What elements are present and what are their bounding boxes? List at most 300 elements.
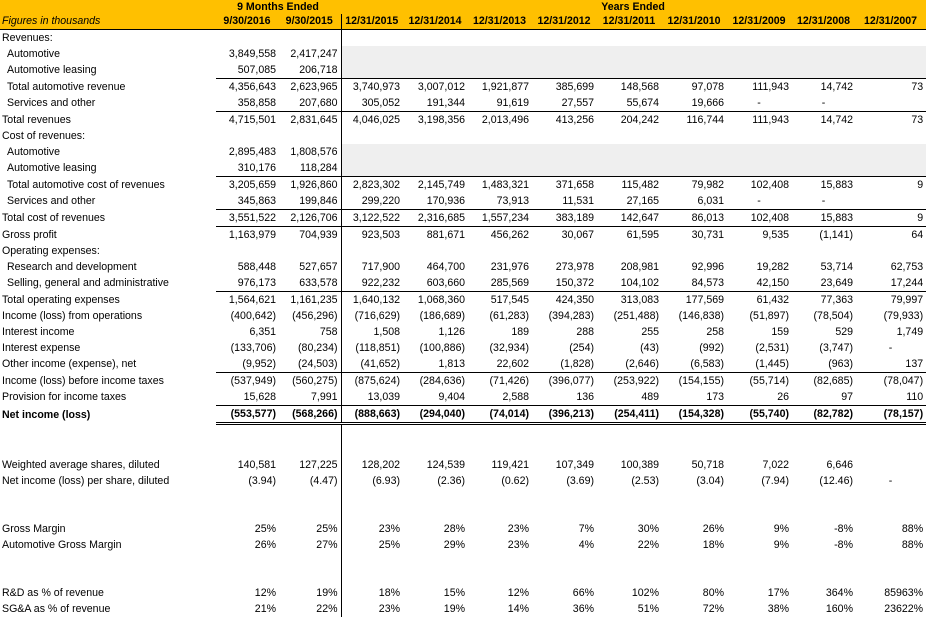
spacer-row — [0, 569, 926, 585]
value-cell: 72% — [662, 601, 727, 617]
value-cell: 3,198,356 — [403, 112, 468, 129]
value-cell — [403, 144, 468, 160]
value-cell: (992) — [662, 340, 727, 356]
column-header: 12/31/2010 — [662, 14, 727, 30]
row-label: Operating expenses: — [0, 243, 216, 259]
value-cell — [792, 144, 856, 160]
value-cell: 385,699 — [532, 79, 597, 96]
value-cell: 19% — [403, 601, 468, 617]
value-cell — [216, 489, 279, 505]
value-cell — [532, 424, 597, 442]
value-cell — [403, 30, 468, 47]
value-cell: 517,545 — [468, 292, 532, 309]
table-row — [0, 177, 926, 194]
value-cell — [532, 553, 597, 569]
value-cell: 3,551,522 — [216, 210, 279, 227]
value-cell: (71,426) — [468, 373, 532, 390]
value-cell — [727, 489, 792, 505]
value-cell: 3,122,522 — [341, 210, 403, 227]
value-cell: (396,213) — [532, 406, 597, 424]
value-cell: 22% — [597, 537, 662, 553]
row-label: Net income (loss) — [0, 406, 216, 424]
value-cell — [216, 128, 279, 144]
value-cell — [597, 128, 662, 144]
row-label: Gross profit — [0, 227, 216, 244]
value-cell — [792, 505, 856, 521]
value-cell: 758 — [279, 324, 341, 340]
value-cell — [279, 243, 341, 259]
row-label: R&D as % of revenue — [0, 585, 216, 601]
value-cell: 25% — [216, 521, 279, 537]
row-label: Total automotive cost of revenues — [0, 177, 216, 194]
value-cell — [532, 505, 597, 521]
value-cell: (6.93) — [341, 473, 403, 489]
row-label: Research and development — [0, 259, 216, 275]
value-cell: 23% — [468, 537, 532, 553]
value-cell — [532, 30, 597, 47]
value-cell: 115,482 — [597, 177, 662, 194]
value-cell: 86,013 — [662, 210, 727, 227]
value-cell: 61,432 — [727, 292, 792, 309]
value-cell — [403, 46, 468, 62]
value-cell — [532, 569, 597, 585]
value-cell: 1,640,132 — [341, 292, 403, 309]
value-cell: 1,068,360 — [403, 292, 468, 309]
value-cell: 23% — [341, 601, 403, 617]
value-cell: 507,085 — [216, 62, 279, 79]
value-cell: 310,176 — [216, 160, 279, 177]
row-label: Services and other — [0, 193, 216, 210]
value-cell: 17% — [727, 585, 792, 601]
table-row — [0, 144, 926, 160]
value-cell: (55,714) — [727, 373, 792, 390]
value-cell: 9% — [727, 521, 792, 537]
row-label: Interest income — [0, 324, 216, 340]
column-header: 12/31/2013 — [468, 14, 532, 30]
value-cell — [792, 243, 856, 259]
table-row — [0, 457, 926, 473]
value-cell: (74,014) — [468, 406, 532, 424]
value-cell — [727, 243, 792, 259]
value-cell: 358,858 — [216, 95, 279, 112]
value-cell: 27,557 — [532, 95, 597, 112]
value-cell: 881,671 — [403, 227, 468, 244]
value-cell — [532, 128, 597, 144]
table-row — [0, 275, 926, 292]
value-cell: 2,831,645 — [279, 112, 341, 129]
value-cell — [468, 424, 532, 442]
value-cell: 1,808,576 — [279, 144, 341, 160]
value-cell: 25% — [341, 537, 403, 553]
value-cell: (78,504) — [792, 308, 856, 324]
value-cell — [532, 441, 597, 457]
value-cell: 23622% — [856, 601, 926, 617]
value-cell: 456,262 — [468, 227, 532, 244]
value-cell — [597, 62, 662, 79]
value-cell — [597, 505, 662, 521]
value-cell: 124,539 — [403, 457, 468, 473]
value-cell: 27,165 — [597, 193, 662, 210]
value-cell — [792, 553, 856, 569]
value-cell — [468, 441, 532, 457]
value-cell: 97 — [792, 389, 856, 406]
value-cell: 111,943 — [727, 112, 792, 129]
value-cell: 206,718 — [279, 62, 341, 79]
value-cell: 170,936 — [403, 193, 468, 210]
value-cell: (82,782) — [792, 406, 856, 424]
value-cell — [662, 243, 727, 259]
value-cell — [597, 243, 662, 259]
value-cell: 23% — [341, 521, 403, 537]
value-cell — [403, 243, 468, 259]
value-cell: 6,351 — [216, 324, 279, 340]
column-header: 12/31/2015 — [341, 14, 403, 30]
years-group-header: Years Ended — [341, 0, 926, 14]
value-cell — [468, 553, 532, 569]
table-row — [0, 62, 926, 79]
value-cell: 73,913 — [468, 193, 532, 210]
value-cell: 1,483,321 — [468, 177, 532, 194]
value-cell: (1,828) — [532, 356, 597, 373]
value-cell — [341, 62, 403, 79]
value-cell: 127,225 — [279, 457, 341, 473]
value-cell — [468, 144, 532, 160]
value-cell — [279, 553, 341, 569]
value-cell: 1,163,979 — [216, 227, 279, 244]
value-cell: 111,943 — [727, 79, 792, 96]
value-cell: (118,851) — [341, 340, 403, 356]
value-cell: 204,242 — [597, 112, 662, 129]
value-cell: 136 — [532, 389, 597, 406]
table-row — [0, 601, 926, 617]
value-cell: 1,564,621 — [216, 292, 279, 309]
value-cell: 199,846 — [279, 193, 341, 210]
value-cell: 7% — [532, 521, 597, 537]
value-cell: 26% — [216, 537, 279, 553]
value-cell: 2,823,302 — [341, 177, 403, 194]
spacer-row — [0, 489, 926, 505]
value-cell — [532, 62, 597, 79]
value-cell: 30,731 — [662, 227, 727, 244]
value-cell: (78,047) — [856, 373, 926, 390]
value-cell — [403, 128, 468, 144]
value-cell: 102,408 — [727, 210, 792, 227]
row-label — [0, 489, 216, 505]
row-label: Gross Margin — [0, 521, 216, 537]
value-cell: 9,404 — [403, 389, 468, 406]
value-cell: 15,883 — [792, 177, 856, 194]
row-label: Income (loss) from operations — [0, 308, 216, 324]
value-cell: 91,619 — [468, 95, 532, 112]
value-cell: 1,926,860 — [279, 177, 341, 194]
value-cell — [468, 160, 532, 177]
column-header: 12/31/2014 — [403, 14, 468, 30]
value-cell — [856, 46, 926, 62]
value-cell: (560,275) — [279, 373, 341, 390]
value-cell — [341, 128, 403, 144]
row-label: Services and other — [0, 95, 216, 112]
value-cell: (875,624) — [341, 373, 403, 390]
value-cell: -8% — [792, 537, 856, 553]
value-cell: 2,417,247 — [279, 46, 341, 62]
value-cell: (24,503) — [279, 356, 341, 373]
value-cell: 2,126,706 — [279, 210, 341, 227]
value-cell: 4,715,501 — [216, 112, 279, 129]
value-cell: 285,569 — [468, 275, 532, 292]
value-cell: (4.47) — [279, 473, 341, 489]
value-cell — [727, 46, 792, 62]
value-cell — [792, 160, 856, 177]
row-label: Automotive — [0, 144, 216, 160]
value-cell — [727, 505, 792, 521]
value-cell: 603,660 — [403, 275, 468, 292]
value-cell: 73 — [856, 112, 926, 129]
value-cell: 104,102 — [597, 275, 662, 292]
value-cell: 88% — [856, 521, 926, 537]
row-label: Total operating expenses — [0, 292, 216, 309]
value-cell — [662, 441, 727, 457]
value-cell — [403, 553, 468, 569]
value-cell: 299,220 — [341, 193, 403, 210]
row-label: Revenues: — [0, 30, 216, 47]
value-cell — [403, 569, 468, 585]
value-cell: 1,557,234 — [468, 210, 532, 227]
value-cell: 73 — [856, 79, 926, 96]
value-cell — [727, 128, 792, 144]
column-header: 12/31/2007 — [856, 14, 926, 30]
value-cell — [597, 160, 662, 177]
value-cell — [532, 243, 597, 259]
value-cell: 159 — [727, 324, 792, 340]
value-cell: 12% — [468, 585, 532, 601]
table-row — [0, 340, 926, 356]
value-cell — [856, 457, 926, 473]
value-cell: (294,040) — [403, 406, 468, 424]
value-cell: (3.69) — [532, 473, 597, 489]
value-cell: 21% — [216, 601, 279, 617]
value-cell — [468, 569, 532, 585]
value-cell — [662, 30, 727, 47]
value-cell: 84,573 — [662, 275, 727, 292]
value-cell: (553,577) — [216, 406, 279, 424]
value-cell: 371,658 — [532, 177, 597, 194]
value-cell — [856, 569, 926, 585]
value-cell: 1,813 — [403, 356, 468, 373]
value-cell — [792, 441, 856, 457]
value-cell: (3.94) — [216, 473, 279, 489]
table-row — [0, 79, 926, 96]
value-cell: 38% — [727, 601, 792, 617]
row-label: Total automotive revenue — [0, 79, 216, 96]
value-cell — [216, 243, 279, 259]
value-cell — [341, 424, 403, 442]
value-cell: 6,031 — [662, 193, 727, 210]
value-cell: 140,581 — [216, 457, 279, 473]
value-cell — [279, 441, 341, 457]
value-cell: (1,445) — [727, 356, 792, 373]
table-row — [0, 95, 926, 112]
value-cell — [856, 160, 926, 177]
value-cell — [341, 553, 403, 569]
value-cell: 527,657 — [279, 259, 341, 275]
value-cell: (0.62) — [468, 473, 532, 489]
value-cell — [662, 144, 727, 160]
value-cell: 18% — [662, 537, 727, 553]
table-row — [0, 160, 926, 177]
value-cell: (100,886) — [403, 340, 468, 356]
value-cell: 6,646 — [792, 457, 856, 473]
value-cell — [341, 505, 403, 521]
value-cell: (2.53) — [597, 473, 662, 489]
value-cell — [341, 489, 403, 505]
value-cell — [856, 128, 926, 144]
value-cell: 85963% — [856, 585, 926, 601]
value-cell: 424,350 — [532, 292, 597, 309]
value-cell: 7,022 — [727, 457, 792, 473]
value-cell: (55,740) — [727, 406, 792, 424]
value-cell — [597, 441, 662, 457]
row-label: SG&A as % of revenue — [0, 601, 216, 617]
value-cell — [662, 489, 727, 505]
value-cell: 3,849,558 — [216, 46, 279, 62]
value-cell — [597, 424, 662, 442]
value-cell: 22% — [279, 601, 341, 617]
value-cell: 976,173 — [216, 275, 279, 292]
row-label: Automotive leasing — [0, 160, 216, 177]
value-cell: (82,685) — [792, 373, 856, 390]
table-row — [0, 259, 926, 275]
value-cell: 177,569 — [662, 292, 727, 309]
value-cell — [856, 193, 926, 210]
value-cell — [856, 243, 926, 259]
value-cell: - — [727, 193, 792, 210]
value-cell — [403, 489, 468, 505]
value-cell — [216, 569, 279, 585]
row-label: Net income (loss) per share, diluted — [0, 473, 216, 489]
value-cell: 15,883 — [792, 210, 856, 227]
value-cell — [792, 46, 856, 62]
column-header: 12/31/2009 — [727, 14, 792, 30]
value-cell — [727, 424, 792, 442]
value-cell — [403, 62, 468, 79]
row-label: Interest expense — [0, 340, 216, 356]
value-cell: 2,895,483 — [216, 144, 279, 160]
table-header — [0, 0, 926, 30]
value-cell — [216, 441, 279, 457]
value-cell — [662, 160, 727, 177]
value-cell: 2,588 — [468, 389, 532, 406]
table-row — [0, 473, 926, 489]
value-cell — [597, 553, 662, 569]
row-label — [0, 505, 216, 521]
value-cell — [279, 489, 341, 505]
value-cell: 64 — [856, 227, 926, 244]
value-cell — [792, 569, 856, 585]
table-row — [0, 356, 926, 373]
value-cell: 119,421 — [468, 457, 532, 473]
value-cell: 9,535 — [727, 227, 792, 244]
value-cell: 231,976 — [468, 259, 532, 275]
value-cell — [856, 62, 926, 79]
table-row — [0, 389, 926, 406]
row-label: Provision for income taxes — [0, 389, 216, 406]
value-cell: 1,921,877 — [468, 79, 532, 96]
value-cell: 15% — [403, 585, 468, 601]
value-cell: 27% — [279, 537, 341, 553]
header-title-cell — [0, 0, 216, 14]
value-cell: 922,232 — [341, 275, 403, 292]
value-cell: 588,448 — [216, 259, 279, 275]
value-cell: 88% — [856, 537, 926, 553]
value-cell — [403, 505, 468, 521]
value-cell — [468, 128, 532, 144]
value-cell: 489 — [597, 389, 662, 406]
row-label: Total cost of revenues — [0, 210, 216, 227]
value-cell: 79,997 — [856, 292, 926, 309]
value-cell — [279, 128, 341, 144]
row-label: Automotive — [0, 46, 216, 62]
value-cell — [856, 441, 926, 457]
value-cell — [279, 424, 341, 442]
value-cell — [597, 30, 662, 47]
value-cell — [792, 424, 856, 442]
value-cell: (80,234) — [279, 340, 341, 356]
value-cell — [662, 62, 727, 79]
value-cell — [662, 505, 727, 521]
value-cell: 2,013,496 — [468, 112, 532, 129]
value-cell: (6,583) — [662, 356, 727, 373]
value-cell: 23,649 — [792, 275, 856, 292]
value-cell — [468, 46, 532, 62]
value-cell: 66% — [532, 585, 597, 601]
value-cell: 79,982 — [662, 177, 727, 194]
value-cell: 173 — [662, 389, 727, 406]
row-label — [0, 569, 216, 585]
value-cell — [792, 62, 856, 79]
table-row — [0, 373, 926, 390]
table-row — [0, 308, 926, 324]
value-cell: 14,742 — [792, 112, 856, 129]
table-row — [0, 227, 926, 244]
value-cell: 364% — [792, 585, 856, 601]
value-cell: 717,900 — [341, 259, 403, 275]
value-cell — [468, 243, 532, 259]
table-row — [0, 324, 926, 340]
value-cell: - — [727, 95, 792, 112]
nine-months-group-header: 9 Months Ended — [216, 0, 341, 14]
spacer-row — [0, 424, 926, 442]
value-cell — [792, 489, 856, 505]
table-body — [0, 30, 926, 617]
value-cell — [532, 46, 597, 62]
value-cell: 15,628 — [216, 389, 279, 406]
value-cell: (79,933) — [856, 308, 926, 324]
value-cell — [856, 144, 926, 160]
value-cell: 30,067 — [532, 227, 597, 244]
value-cell — [216, 30, 279, 47]
value-cell: 12% — [216, 585, 279, 601]
value-cell: (716,629) — [341, 308, 403, 324]
value-cell — [468, 62, 532, 79]
table-row — [0, 292, 926, 309]
value-cell: 2,316,685 — [403, 210, 468, 227]
value-cell: (888,663) — [341, 406, 403, 424]
value-cell: 383,189 — [532, 210, 597, 227]
spacer-row — [0, 441, 926, 457]
value-cell: (251,488) — [597, 308, 662, 324]
value-cell — [727, 569, 792, 585]
column-header: 9/30/2016 — [216, 14, 279, 30]
